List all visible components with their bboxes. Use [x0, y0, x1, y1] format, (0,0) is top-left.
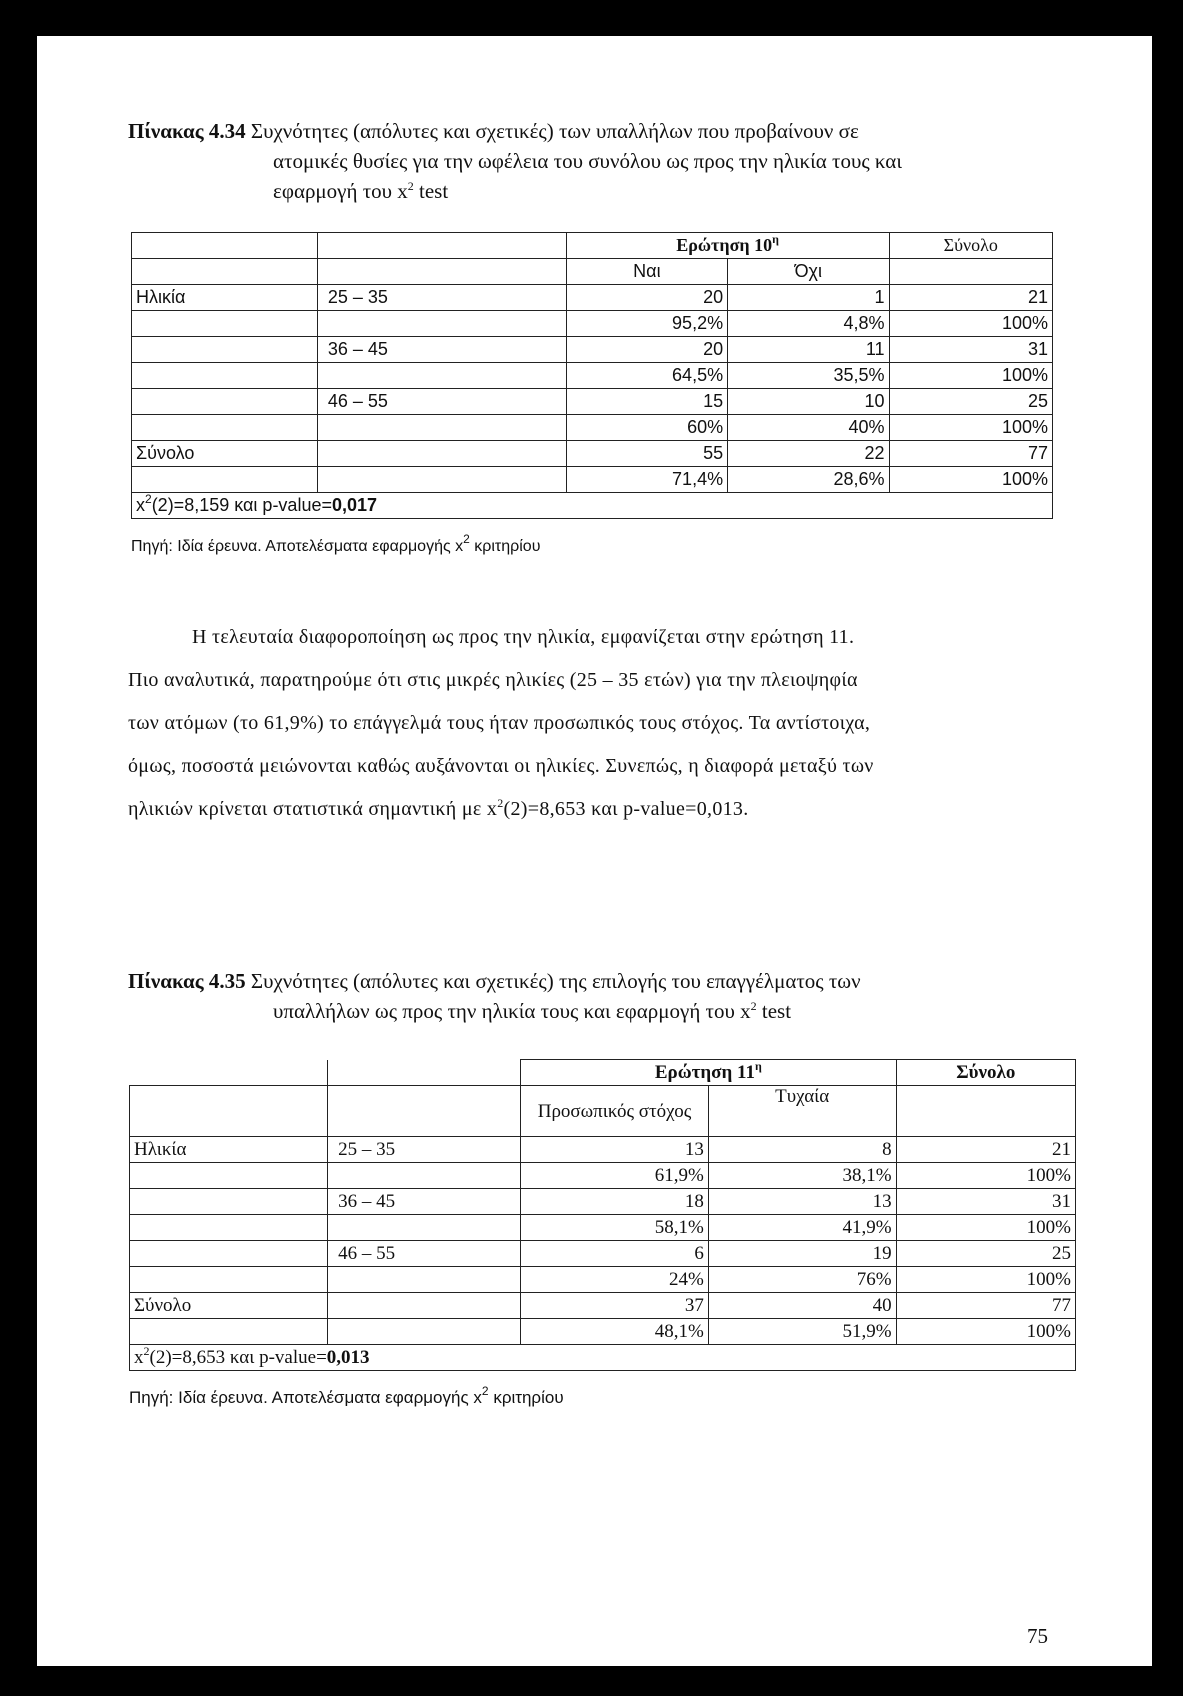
value-cell: 100% [889, 311, 1052, 337]
value-cell: 31 [889, 337, 1052, 363]
table-caption-434 [128, 116, 1068, 206]
value-cell: 100% [889, 415, 1052, 441]
table-source: Πηγή: Ιδία έρευνα. Αποτελέσματα εφαρμογής $x^2$ κριτηρίου [131, 532, 541, 555]
question-header: Ερώτηση $11^\eta$ [521, 1060, 896, 1086]
value-cell: 37 [521, 1293, 709, 1319]
value-cell: 77 [889, 441, 1052, 467]
table-source: Πηγή: Ιδία έρευνα. Αποτελέσματα εφαρμογής $x^2$ κριτηρίου [129, 1384, 564, 1407]
empty-cell [328, 1060, 521, 1086]
row-group-label [130, 1163, 328, 1189]
empty-cell [896, 1086, 1075, 1137]
page-number: 75 [1027, 1624, 1048, 1648]
value-cell: 35,5% [728, 363, 889, 389]
caption-text-line2: υπαλλήλων ως προς την ηλικία τους και εφαρμογή του $x^2$ test [273, 999, 792, 1023]
value-cell: 13 [521, 1137, 709, 1163]
table-row [132, 311, 1053, 337]
row-group-label [132, 415, 318, 441]
row-group-label [130, 1267, 328, 1293]
value-cell: 41,9% [708, 1215, 896, 1241]
caption-text: Συχνότητες (απόλυτες και σχετικές) των υπαλλήλων που προβαίνουν σε [250, 119, 859, 143]
value-cell: 100% [896, 1319, 1075, 1345]
row-group-label: Ηλικία [130, 1137, 328, 1163]
age-range-cell [328, 1319, 521, 1345]
value-cell: 21 [896, 1137, 1075, 1163]
value-cell: 28,6% [728, 467, 889, 493]
age-range-cell [317, 441, 566, 467]
age-range-cell [317, 311, 566, 337]
table-row [132, 285, 1053, 311]
value-cell: 19 [708, 1241, 896, 1267]
value-cell: 58,1% [521, 1215, 709, 1241]
row-group-label [132, 389, 318, 415]
table-row [132, 389, 1053, 415]
row-group-label [132, 467, 318, 493]
row-group-label [132, 337, 318, 363]
age-range-cell [317, 467, 566, 493]
value-cell: 77 [896, 1293, 1075, 1319]
empty-cell [317, 259, 566, 285]
value-cell: 64,5% [566, 363, 727, 389]
empty-cell [132, 259, 318, 285]
caption-label: Πίνακας 4.35 [128, 969, 246, 993]
caption-text-line2: ατομικές θυσίες για την ωφέλεια του συνόλου ως προς την ηλικία τους και [273, 149, 902, 173]
table-row [130, 1215, 1076, 1241]
value-cell: 100% [889, 363, 1052, 389]
col-header-personal-goal: Προσωπικός στόχος [521, 1086, 709, 1137]
age-range-cell [328, 1267, 521, 1293]
empty-cell [130, 1060, 328, 1086]
row-group-label: Ηλικία [132, 285, 318, 311]
empty-cell [130, 1086, 328, 1137]
table-row [132, 337, 1053, 363]
value-cell: 95,2% [566, 311, 727, 337]
age-range-cell [328, 1293, 521, 1319]
value-cell: 13 [708, 1189, 896, 1215]
table-row [130, 1241, 1076, 1267]
table-row [132, 441, 1053, 467]
value-cell: 25 [896, 1241, 1075, 1267]
row-group-label [132, 311, 318, 337]
empty-cell [132, 233, 318, 259]
value-cell: 22 [728, 441, 889, 467]
table-row [132, 415, 1053, 441]
value-cell: 51,9% [708, 1319, 896, 1345]
table-row [132, 363, 1053, 389]
value-cell: 100% [896, 1163, 1075, 1189]
value-cell: 11 [728, 337, 889, 363]
value-cell: 61,9% [521, 1163, 709, 1189]
value-cell: 76% [708, 1267, 896, 1293]
value-cell: 4,8% [728, 311, 889, 337]
value-cell: 15 [566, 389, 727, 415]
chi-square-result: $x^2(2)=8,159$ και p-value=0,017 [132, 493, 1053, 519]
row-group-label: Σύνολο [130, 1293, 328, 1319]
table-row [130, 1319, 1076, 1345]
table-row [132, 467, 1053, 493]
value-cell: 100% [896, 1215, 1075, 1241]
age-range-cell [328, 1163, 521, 1189]
value-cell: 40% [728, 415, 889, 441]
value-cell: 21 [889, 285, 1052, 311]
age-range-cell [328, 1215, 521, 1241]
document-page [37, 36, 1152, 1666]
value-cell: 31 [896, 1189, 1075, 1215]
caption-label: Πίνακας 4.34 [128, 119, 246, 143]
value-cell: 60% [566, 415, 727, 441]
value-cell: 71,4% [566, 467, 727, 493]
table-row [130, 1189, 1076, 1215]
table-row [130, 1163, 1076, 1189]
col-header-yes: Ναι [566, 259, 727, 285]
question-header: Ερώτηση $10^\eta$ [566, 233, 889, 259]
value-cell: 8 [708, 1137, 896, 1163]
value-cell: 20 [566, 337, 727, 363]
age-range-cell: 36 – 45 [317, 337, 566, 363]
value-cell: 18 [521, 1189, 709, 1215]
value-cell: 40 [708, 1293, 896, 1319]
table-caption-435 [128, 966, 1068, 1026]
table-row [130, 1137, 1076, 1163]
empty-cell [317, 233, 566, 259]
table-row [130, 1267, 1076, 1293]
col-header-chance: Τυχαία [708, 1086, 896, 1137]
frequency-table-434 [131, 232, 1053, 519]
empty-cell [328, 1086, 521, 1137]
table-row [130, 1293, 1076, 1319]
value-cell: 55 [566, 441, 727, 467]
row-group-label: Σύνολο [132, 441, 318, 467]
value-cell: 20 [566, 285, 727, 311]
age-range-cell: 46 – 55 [328, 1241, 521, 1267]
total-header: Σύνολο [896, 1060, 1075, 1086]
chi-square-result: $x^2(2)=8,653$ και p-value=0,013 [130, 1345, 1076, 1371]
total-header: Σύνολο [889, 233, 1052, 259]
row-group-label [130, 1319, 328, 1345]
value-cell: 10 [728, 389, 889, 415]
age-range-cell [317, 363, 566, 389]
value-cell: 48,1% [521, 1319, 709, 1345]
col-header-no: Όχι [728, 259, 889, 285]
age-range-cell: 25 – 35 [328, 1137, 521, 1163]
value-cell: 25 [889, 389, 1052, 415]
row-group-label [130, 1189, 328, 1215]
caption-text: Συχνότητες (απόλυτες και σχετικές) της επιλογής του επαγγέλματος των [250, 969, 861, 993]
empty-cell [889, 259, 1052, 285]
row-group-label [130, 1215, 328, 1241]
value-cell: 6 [521, 1241, 709, 1267]
age-range-cell: 25 – 35 [317, 285, 566, 311]
body-paragraph: Η τελευταία διαφοροποίηση ως προς την ηλικία, εμφανίζεται στην ερώτηση 11. Πιο αναλυτικά, παρατηρούμε ότι στις μικρές ηλικίες (25 – 35 ετών) για την πλειοψηφία των ατόμων (το 61,9%) το επάγγελμά τους ήταν προσωπικός τους στόχος. Τα αντίστοιχα, όμως, ποσοστά μειώνονται καθώς αυξάνονται οι ηλικίες. Συνεπώς, η διαφορά μεταξύ των ηλικιών κρίνεται στατιστικά σημαντική με $x^2(2)=8,653$ και p-value=0,013. [128, 626, 874, 820]
value-cell: 1 [728, 285, 889, 311]
value-cell: 24% [521, 1267, 709, 1293]
frequency-table-435 [129, 1059, 1076, 1371]
caption-text-line3: εφαρμογή του $x^2$ test [273, 179, 449, 203]
row-group-label [132, 363, 318, 389]
value-cell: 100% [896, 1267, 1075, 1293]
age-range-cell [317, 415, 566, 441]
value-cell: 38,1% [708, 1163, 896, 1189]
row-group-label [130, 1241, 328, 1267]
age-range-cell: 46 – 55 [317, 389, 566, 415]
age-range-cell: 36 – 45 [328, 1189, 521, 1215]
value-cell: 100% [889, 467, 1052, 493]
